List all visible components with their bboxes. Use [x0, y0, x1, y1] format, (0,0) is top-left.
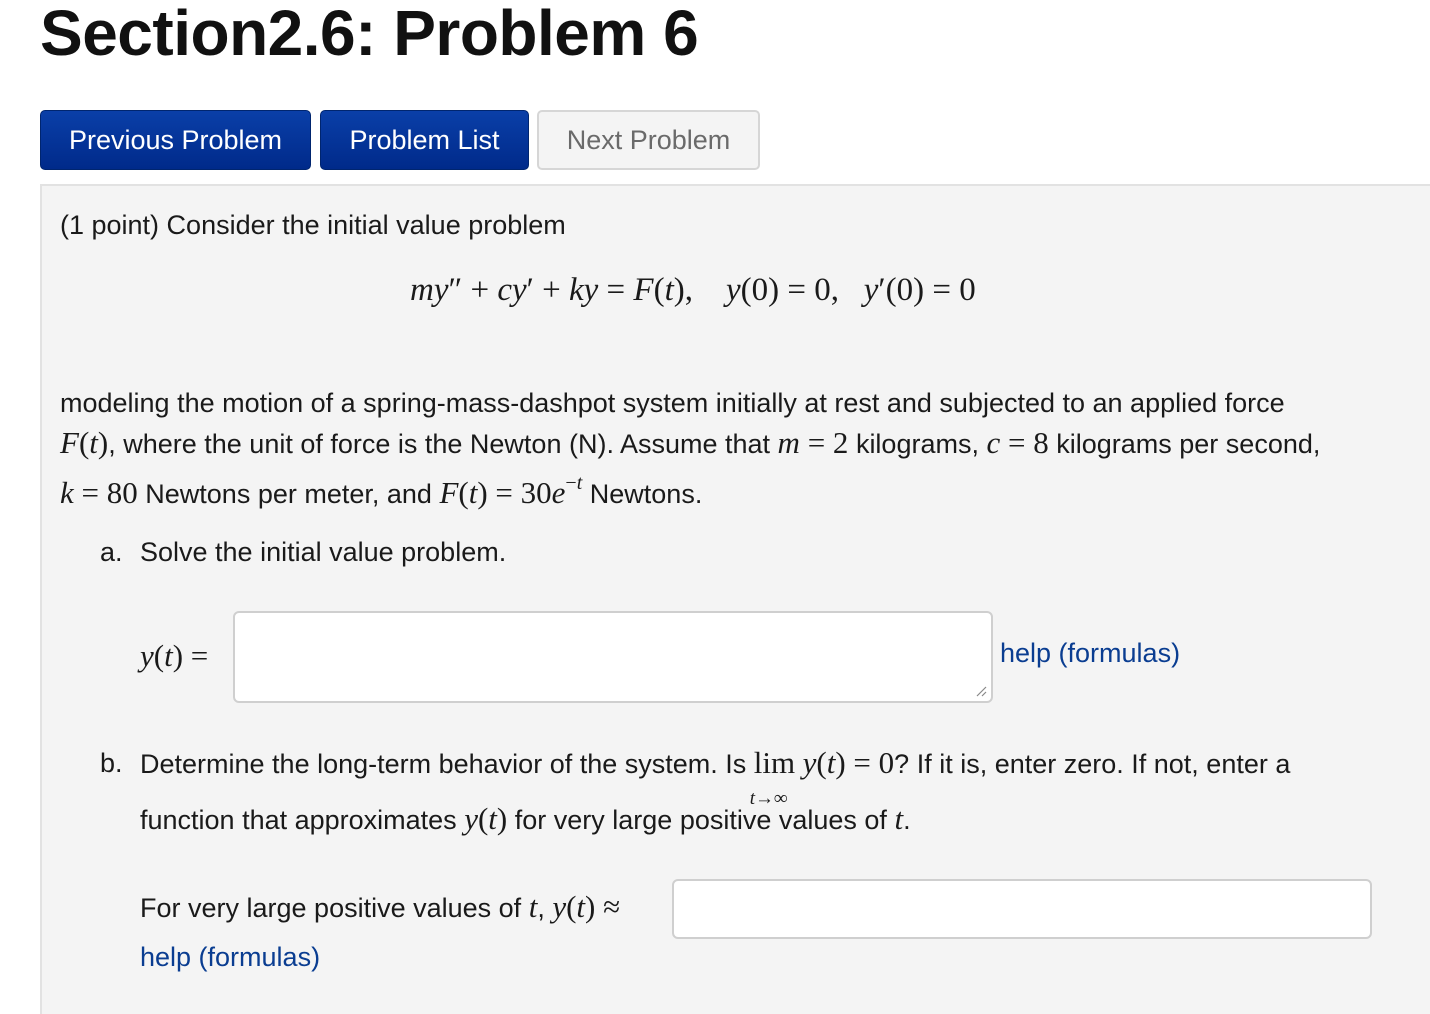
paragraph-text: , where the unit of force is the Newton (N). Assume that [108, 429, 771, 459]
problem-paragraph-line3: k = 80 Newtons per meter, and $F(t) = 30e^{-t}$ Newtons. [60, 472, 703, 510]
problem-paragraph-line1: modeling the motion of a spring-mass-dashpot system initially at rest and subjected to an applied force [60, 388, 1285, 418]
part-b-text: function that approximates [140, 805, 457, 835]
resize-handle-icon[interactable] [975, 685, 987, 697]
part-a-marker: a. [100, 537, 123, 567]
part-b-answer-label: For very large positive values of t, y(t) ≈ [140, 889, 621, 924]
spring-constant-value: 80 [106, 475, 138, 510]
problem-intro: (1 point) Consider the initial value problem [60, 210, 566, 240]
force-coefficient: 30 [520, 475, 552, 510]
part-b-instruction-line2: function that approximates y(t) for very large positive values of t. [140, 801, 911, 836]
part-b-text: ? If it is, enter zero. If not, enter a [894, 749, 1291, 779]
part-a-answer-input[interactable] [233, 611, 993, 703]
paragraph-text: Newtons. [589, 479, 703, 509]
part-b-text: for very large positive values of [514, 805, 887, 835]
problem-list-button[interactable]: Problem List [320, 110, 529, 170]
part-a-label: y(t) = [140, 638, 209, 673]
limit-expression: lim t→∞ [749, 745, 796, 809]
paragraph-text: Newtons per meter, and [145, 479, 432, 509]
part-b-text: For very large positive values of [140, 893, 522, 923]
part-b-help-link[interactable]: help (formulas) [140, 942, 321, 972]
part-a-help-link[interactable]: help (formulas) [1000, 638, 1181, 668]
part-b-instruction-line1: Determine the long-term behavior of the system. Is lim t→∞ y(t) = 0? If it is, enter zero. If not, enter a [140, 745, 1291, 809]
part-b-answer-input[interactable] [672, 879, 1372, 939]
previous-problem-button[interactable]: Previous Problem [40, 110, 311, 170]
damping-value: 8 [1033, 425, 1049, 460]
part-b-marker: b. [100, 748, 123, 778]
next-problem-button: Next Problem [537, 110, 760, 170]
mass-value: 2 [832, 425, 849, 460]
page-title: Section2.6: Problem 6 [40, 0, 699, 69]
paragraph-text: kilograms per second, [1056, 429, 1321, 459]
part-b-text: Determine the long-term behavior of the system. Is [140, 749, 747, 779]
part-a-instruction: Solve the initial value problem. [140, 537, 507, 567]
paragraph-text: kilograms, [855, 429, 979, 459]
initial-value-equation: my″ + cy′ + ky = F(t), y(0) = 0, y′(0) = 0 [410, 272, 976, 308]
problem-paragraph-line2: F(t), where the unit of force is the Newton (N). Assume that m = 2 kilograms, c = 8 kilograms per second, [60, 425, 1321, 460]
